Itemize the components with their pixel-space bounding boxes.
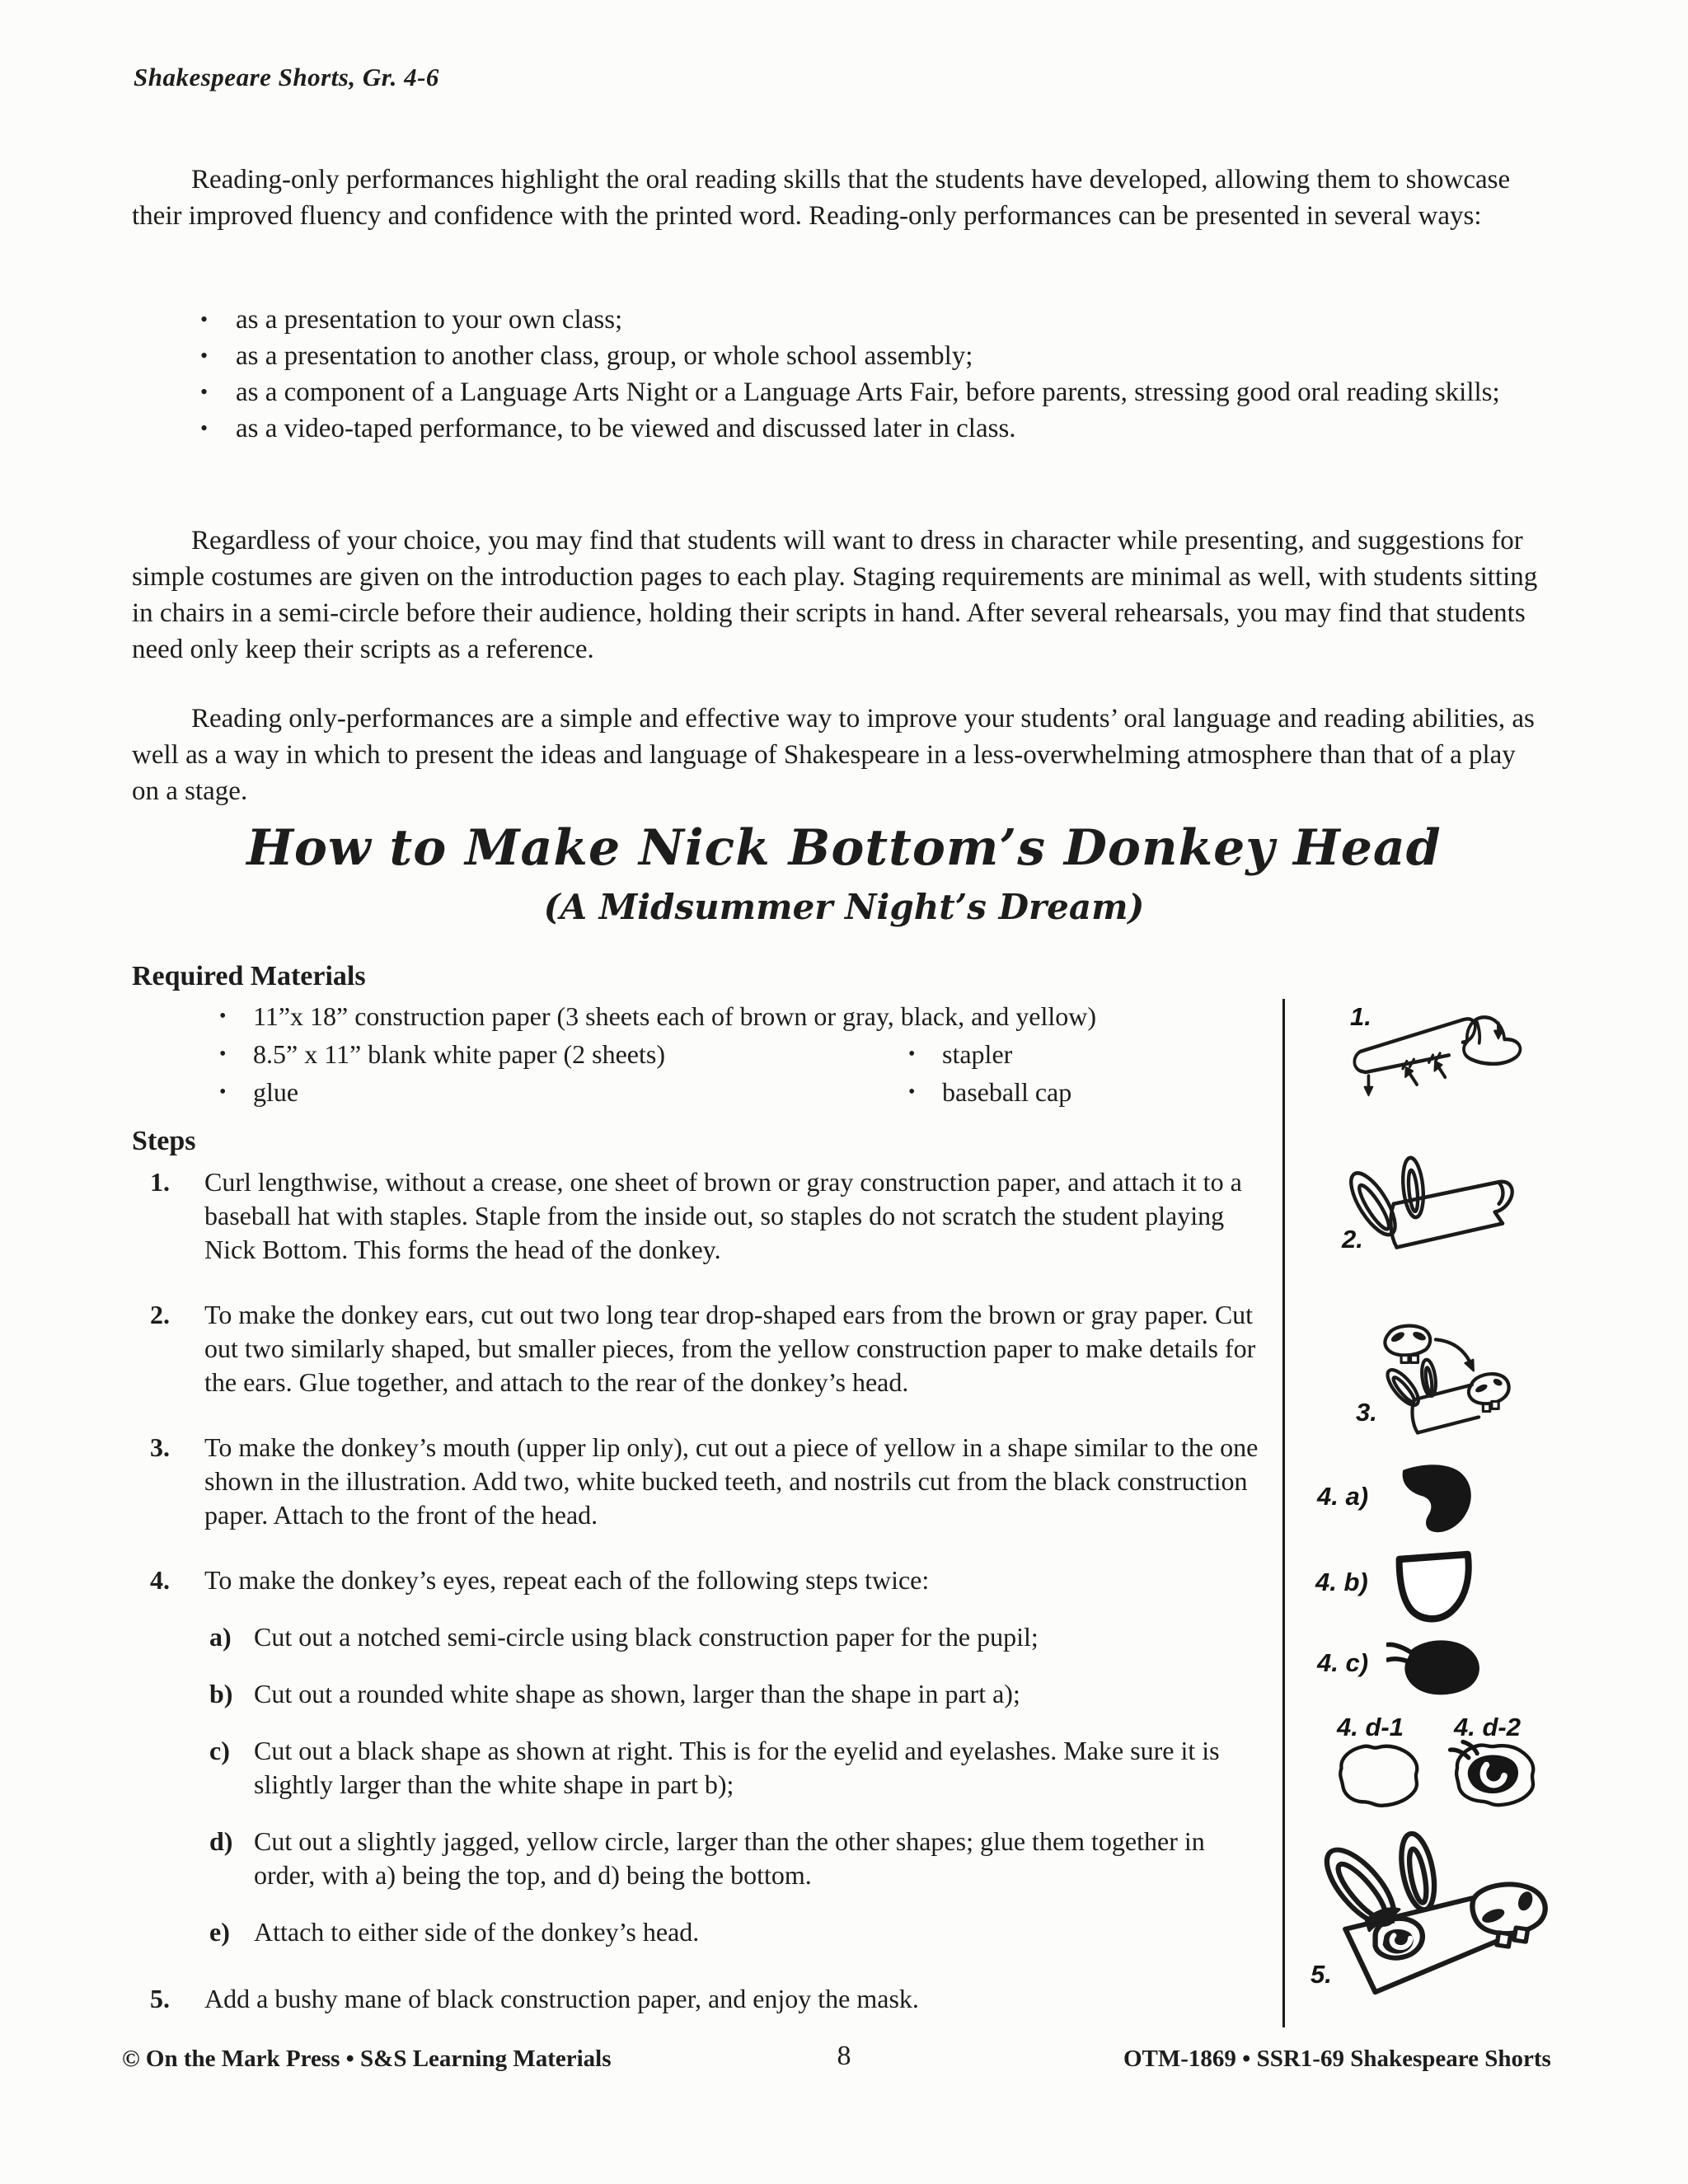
figure-5-label: 5. [1311,1960,1332,1989]
substep-text: Cut out a slightly jagged, yellow circle, larger than the other shapes; glue them together in order, with a) being the top, and d) being the bottom. [254,1826,1205,1890]
intro-paragraph-2: Regardless of your choice, you may find that students will want to dress in character while presenting, and suggestions for simple costumes are given on the introduction pages to each play. Staging requirements are minimal as well, with students sitting in chairs in a semi-circle before their audience, holding their scripts in hand. After several rehearsals, you may find that students need only keep their scripts as a reference. [132,526,1538,664]
material-text: 11”x 18” construction paper (3 sheets each of brown or gray, black, and yellow) [253,1001,1097,1031]
substep-letter: d) [209,1826,233,1856]
step-text: Curl lengthwise, without a crease, one sheet of brown or gray construction paper, and attach it to a baseball hat with staples. Staple from the inside out, so staples do not scratch the student playing Nick Bottom. This forms the head of the donkey. [204,1167,1242,1264]
step-number: 3. [150,1432,170,1462]
substep-letter: b) [209,1679,233,1708]
presentation-options-list [200,302,1511,447]
figure-3-mouth-illustration [1362,1319,1523,1441]
bullet-icon: • [200,416,209,440]
step-5 [132,1982,1269,2016]
step-number: 1. [150,1167,170,1197]
figure-2-label: 2. [1342,1225,1363,1254]
step-2 [132,1298,1269,1399]
substep-text: Attach to either side of the donkey’s head. [254,1917,700,1947]
footer-product-code: OTM-1869 • SSR1-69 Shakespeare Shorts [1123,2046,1551,2072]
intro-paragraph-1: Reading-only performances highlight the oral reading skills that the students have developed, allowing them to showcase their improved fluency and confidence with the printed word. Reading-only performances can be presented in several ways: [132,165,1511,231]
material-text: baseball cap [942,1077,1072,1107]
figure-4d1-label: 4. d-1 [1337,1713,1404,1741]
bullet-icon: • [908,1081,916,1103]
bullet-icon: • [200,380,209,404]
figure-4c-label: 4. c) [1317,1648,1369,1677]
column-divider [1282,999,1285,2027]
list-item [200,374,1511,410]
material-item [132,997,1269,1035]
craft-subtitle: (A Midsummer Night’s Dream) [543,887,1145,927]
figure-4d2-label: 4. d-2 [1454,1713,1521,1741]
figure-4c-eyelid-illustration [1386,1633,1485,1699]
figure-1-cap-illustration [1348,1004,1540,1108]
material-text: stapler [942,1039,1013,1069]
step-text: To make the donkey ears, cut out two long tear drop-shaped ears from the brown or gray paper. Cut out two similarly shaped, but smaller pieces, from the yellow construction paper to make details for the ears. Glue together, and attach to the rear of the donkey’s head. [204,1300,1256,1397]
figure-5-finished-head-illustration [1301,1830,1554,1998]
list-item-text: as a video-taped performance, to be viewed and discussed later in class. [236,414,1016,443]
steps-heading: Steps [132,1126,196,1156]
figure-4d2-assembled-eye-illustration [1447,1739,1540,1811]
list-item-text: as a presentation to your own class; [236,305,623,335]
figure-4b-label: 4. b) [1315,1568,1368,1596]
bullet-icon: • [219,1081,227,1103]
craft-title: How to Make Nick Bottom’s Donkey Head [246,819,1442,877]
step-3 [132,1431,1269,1532]
bullet-icon: • [219,1005,227,1027]
list-item [200,338,1511,374]
page-header: Shakespeare Shorts, Gr. 4-6 [134,63,439,91]
material-text: glue [253,1077,299,1107]
materials-heading: Required Materials [132,961,366,991]
figure-4a-label: 4. a) [1317,1482,1369,1511]
figure-4a-pupil-illustration [1395,1462,1475,1536]
substep-letter: a) [209,1622,232,1652]
figure-4b-white-shape-illustration [1391,1549,1477,1624]
bullet-icon: • [200,307,209,331]
bullet-icon: • [908,1043,916,1065]
step-text: To make the donkey’s eyes, repeat each of the following steps twice: [204,1565,930,1595]
figure-4d1-jagged-circle-illustration [1330,1741,1428,1810]
substep-a [209,1620,1269,1654]
substep-b [209,1677,1269,1711]
material-item [908,1035,1071,1073]
footer-copyright: © On the Mark Press • S&S Learning Materials [122,2046,612,2072]
substep-text: Cut out a rounded white shape as shown, larger than the shape in part a); [254,1679,1020,1708]
substep-text: Cut out a black shape as shown at right. This is for the eyelid and eyelashes. Make sure it is slightly larger than the white shape in part b); [254,1736,1220,1799]
substep-c [209,1734,1269,1802]
list-item [200,410,1511,447]
substep-text: Cut out a notched semi-circle using black construction paper for the pupil; [254,1622,1039,1652]
step-number: 4. [150,1565,170,1595]
substep-letter: e) [209,1917,230,1947]
figure-3-label: 3. [1356,1398,1377,1427]
material-text: 8.5” x 11” blank white paper (2 sheets) [253,1039,665,1069]
material-item [132,1073,1269,1111]
step-number: 5. [150,1984,170,2013]
page-number: 8 [837,2041,851,2071]
material-item [132,1035,1269,1073]
step-4 [132,1563,1269,1597]
bullet-icon: • [200,344,209,368]
substep-e [209,1915,1269,1949]
figure-2-ears-illustration [1340,1154,1538,1263]
substep-letter: c) [209,1736,230,1765]
list-item-text: as a presentation to another class, group, or whole school assembly; [236,341,973,371]
bullet-icon: • [219,1043,227,1065]
materials-list-col2 [908,1035,1071,1111]
substep-d [209,1825,1269,1892]
instructions-column [132,959,1269,2016]
list-item-text: as a component of a Language Arts Night or a Language Arts Fair, before parents, stressing good oral reading skills; [236,377,1500,407]
materials-list [132,997,1269,1111]
step-1 [132,1165,1269,1267]
list-item [200,302,1511,338]
step-text: Add a bushy mane of black construction paper, and enjoy the mask. [204,1984,919,2013]
figure-1-label: 1. [1350,1002,1372,1031]
step-text: To make the donkey’s mouth (upper lip only), cut out a piece of yellow in a shape similar to the one shown in the illustration. Add two, white bucked teeth, and nostrils cut from the black construction paper. Attach to the front of the head. [204,1432,1259,1530]
material-item [908,1073,1071,1111]
intro-paragraph-3: Reading only-performances are a simple and effective way to improve your students’ oral language and reading abilities, as well as a way in which to present the ideas and language of Shakespeare in a less-overwhelming atmosphere than that of a play on a stage. [132,704,1535,806]
step-number: 2. [150,1300,170,1329]
